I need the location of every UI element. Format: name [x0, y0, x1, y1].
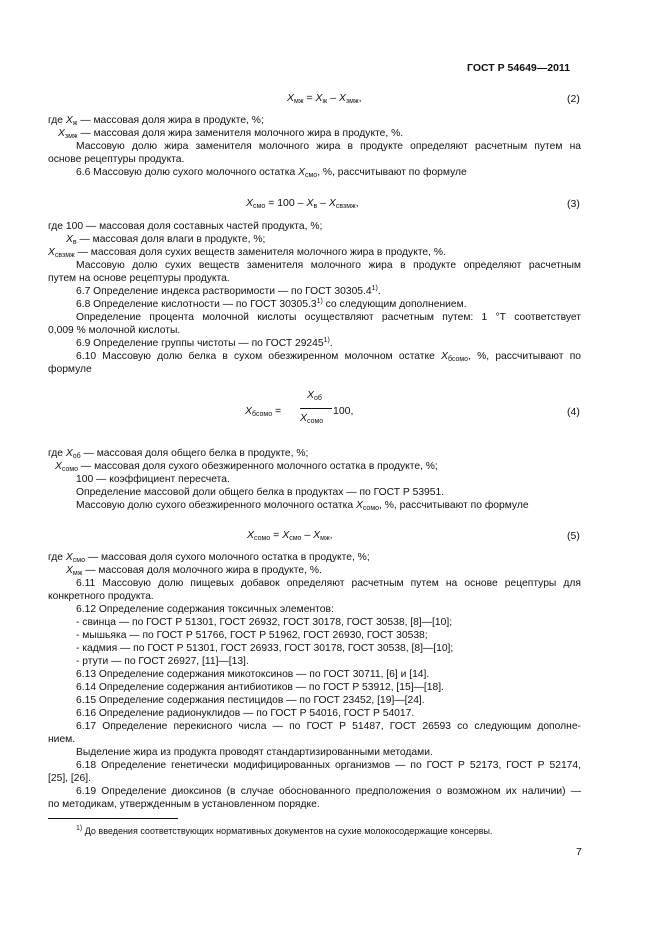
formula-2: $X_{мж} = X_ж - X_{змж}$, [287, 92, 362, 105]
formula-5: $X_{сомо} = X_{смо} - X_{мж}$, [247, 529, 333, 542]
text-line: $X_{свзмж}$ — массовая доля сухих веществ заменителя молочного жира в продукте, %. [48, 247, 446, 259]
footnote: $^{1)}$ До введения соответствующих нормативных документов на сухие молокосодержащие консервы. [76, 825, 493, 836]
formula-5-number: (5) [567, 530, 580, 542]
text-line: формуле [48, 364, 92, 375]
text-line: путем на основе рецептуры продукта. [48, 273, 230, 284]
formula-4-lhs: $X_{бсомо}$ = [245, 405, 282, 418]
list-item: - свинца — по ГОСТ Р 51301, ГОСТ 26932, ГОСТ 30178, ГОСТ 30538, [8]—[10]; [76, 617, 453, 628]
text-line: 6.15 Определение содержания пестицидов — по ГОСТ 23452, [19]—[24]. [76, 695, 425, 706]
text-line: 6.10 Массовую долю белка в сухом обезжиренном молочном остатке $X_{бсомо}$, %, рассчитывают по [76, 351, 581, 363]
text-line: [25], [26]. [48, 773, 91, 784]
text-line: 100 — коэффициент пересчета. [76, 474, 230, 485]
formula-4-number: (4) [567, 406, 580, 418]
formula-3-number: (3) [567, 198, 580, 210]
text-line: 6.16 Определение радионуклидов — по ГОСТ Р 54016, ГОСТ Р 54017. [76, 708, 415, 719]
text-line: Определение процента молочной кислоты осуществляют расчетным путем: 1 °Т соответствует [76, 312, 581, 323]
text-line: 0,009 % молочной кислоты. [48, 325, 181, 336]
formula-4-rhs: 100, [333, 405, 354, 417]
text-line: 6.7 Определение индекса растворимости — по ГОСТ 30305.4$^{1)}$. [76, 285, 381, 297]
text-line: 6.19 Определение диоксинов (в случае обоснованного предположения о возможном их наличии) — [76, 786, 581, 797]
text-line: $X_{сомо}$ — массовая доля сухого обезжиренного молочного остатка в продукте, %; [55, 461, 438, 473]
list-item: - мышьяка — по ГОСТ Р 51766, ГОСТ Р 51962, ГОСТ 26930, ГОСТ 30538; [76, 630, 428, 641]
text-line: конкретного продукта. [48, 591, 154, 602]
text-line: нием. [48, 734, 76, 745]
text-line: где 100 — массовая доля составных частей продукта, %; [48, 221, 323, 232]
document-header: ГОСТ Р 54649—2011 [467, 62, 571, 74]
text-line: 6.11 Массовую долю пищевых добавок определяют расчетным путем на основе рецептуры для [76, 578, 581, 589]
footnote-divider [48, 818, 178, 819]
text-line: 6.8 Определение кислотности — по ГОСТ 30305.3$^{1)}$ со следующим дополнением. [76, 298, 467, 310]
formula-3: $X_{смо} = 100 - X_в - X_{свзмж}$, [246, 197, 359, 210]
text-line: 6.6 Массовую долю сухого молочного остатка $X_{смо}$, %, рассчитывают по формуле [76, 167, 467, 179]
text-line: 6.9 Определение группы чистоты — по ГОСТ 29245$^{1)}$. [76, 337, 333, 349]
text-line: $X_{змж}$ — массовая доля жира заменителя молочного жира в продукте, %. [58, 128, 404, 140]
text-line: 6.18 Определение генетически модифицированных организмов — по ГОСТ Р 52173, ГОСТ Р 52174, [76, 760, 581, 771]
text-line: Массовую долю сухого обезжиренного молочного остатка $X_{сомо}$, %, рассчитывают по формуле [76, 500, 529, 512]
text-line: Массовую долю жира заменителя молочного жира в продукте определяют расчетным путем на [76, 141, 581, 152]
text-line: Определение массовой доли общего белка в продуктах — по ГОСТ Р 53951. [76, 487, 445, 498]
text-line: Массовую долю сухих веществ заменителя молочного жира в продукте определяют расчетным [76, 260, 581, 271]
page-number: 7 [576, 846, 582, 858]
list-item: - ртути — по ГОСТ 26927, [11]—[13]. [76, 656, 249, 667]
formula-4-denominator: $X_{сомо}$ [300, 412, 324, 425]
text-line: 6.14 Определение содержания антибиотиков — по ГОСТ Р 53912, [15]—[18]. [76, 682, 444, 693]
list-item: - кадмия — по ГОСТ Р 51301, ГОСТ 26933, ГОСТ 30178, ГОСТ 30538, [8]—[10]; [76, 643, 454, 654]
text-line: 6.17 Определение перекисного числа — по ГОСТ Р 51487, ГОСТ 26593 со следующим дополне- [76, 721, 581, 732]
fraction-bar [300, 408, 332, 409]
formula-4-numerator: $X_{об}$ [307, 389, 322, 402]
text-line: где $X_{смо}$ — массовая доля сухого молочного остатка в продукте, %; [48, 552, 370, 564]
text-line: 6.12 Определение содержания токсичных элементов: [76, 604, 334, 615]
text-line: Выделение жира из продукта проводят стандартизированными методами. [76, 747, 433, 758]
text-line: по методикам, утвержденным в установленном порядке. [48, 799, 320, 810]
text-line: $X_в$ — массовая доля влаги в продукте, %; [66, 234, 266, 246]
text-line: 6.13 Определение содержания микотоксинов — по ГОСТ 30711, [6] и [14]. [76, 669, 430, 680]
text-line: $X_{мж}$ — массовая доля молочного жира в продукте, %. [66, 565, 322, 577]
text-line: где $X_{об}$ — массовая доля общего белка в продукте, %; [48, 448, 309, 460]
formula-2-number: (2) [567, 93, 580, 105]
text-line: основе рецептуры продукта. [48, 154, 185, 165]
text-line: где $X_ж$ — массовая доля жира в продукте, %; [48, 115, 264, 127]
